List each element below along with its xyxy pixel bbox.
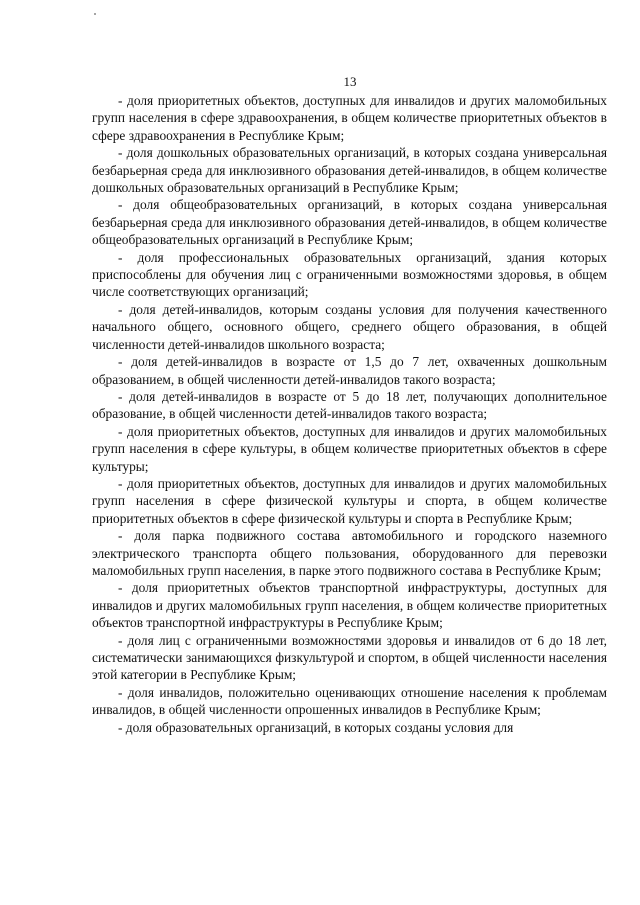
paragraph: - доля приоритетных объектов, доступных для инвалидов и других маломобильных групп населения в сфере физической культуры и спорта, в общем количестве приоритетных объектов в сфере физической культуры и спорта в Республике Крым; — [92, 475, 607, 526]
paragraph: - доля детей-инвалидов в возрасте от 1,5 до 7 лет, охваченных дошкольным образованием, в общей численности детей-инвалидов такого возраста; — [92, 354, 607, 387]
paragraph: - доля детей-инвалидов в возрасте от 5 до 18 лет, получающих дополнительное образование, в общей численности детей-инвалидов такого возраста; — [92, 388, 607, 422]
paragraph: - доля лиц с ограниченными возможностями здоровья и инвалидов от 6 до 18 лет, систематически занимающихся физкультурой и спортом, в общей численности населения этой категории в Республике Крым; — [92, 632, 607, 683]
paragraph: - доля парка подвижного состава автомобильного и городского наземного электрического транспорта общего пользования, оборудованного для перевозки маломобильных групп населения, в парке этого подвижного состава в Республике Крым; — [92, 528, 607, 578]
paragraph: - доля приоритетных объектов, доступных для инвалидов и других маломобильных групп населения в сфере здравоохранения, в общем количестве приоритетных объектов в сфере здравоохранения в Республике Крым; — [92, 93, 607, 143]
paragraph: - доля детей-инвалидов, которым созданы условия для получения качественного начального общего, основного общего, среднего общего образования, в общей численности детей-инвалидов школьного возраста; — [92, 301, 607, 352]
paragraph: - доля общеобразовательных организаций, в которых создана универсальная безбарьерная среда для инклюзивного образования детей-инвалидов, в общем количестве общеобразовательных организаций в Республике Крым; — [92, 197, 607, 248]
paragraph: - доля приоритетных объектов транспортной инфраструктуры, доступных для инвалидов и других маломобильных групп населения, в общем количестве приоритетных объектов транспортной инфраструктуры в Республике Крым; — [92, 580, 607, 631]
paragraph: - доля дошкольных образовательных организаций, в которых создана универсальная безбарьерная среда для инклюзивного образования детей-инвалидов, в общем количестве дошкольных образовательных организаций в Республике Крым; — [92, 145, 607, 196]
paragraph: - доля инвалидов, положительно оценивающих отношение населения к проблемам инвалидов, в общей численности опрошенных инвалидов в Республике Крым; — [92, 684, 607, 718]
paragraph: - доля профессиональных образовательных организаций, здания которых приспособлены для обучения лиц с ограниченными возможностями здоровья, в общем числе соответствующих организаций; — [92, 249, 607, 300]
document-body — [92, 92, 607, 736]
scan-speck — [94, 13, 96, 15]
paragraph: - доля образовательных организаций, в которых созданы условия для — [118, 719, 514, 735]
paragraph: - доля приоритетных объектов, доступных для инвалидов и других маломобильных групп населения в сфере культуры, в общем количестве приоритетных объектов в сфере культуры; — [92, 423, 607, 474]
page-number: 13 — [343, 74, 357, 89]
